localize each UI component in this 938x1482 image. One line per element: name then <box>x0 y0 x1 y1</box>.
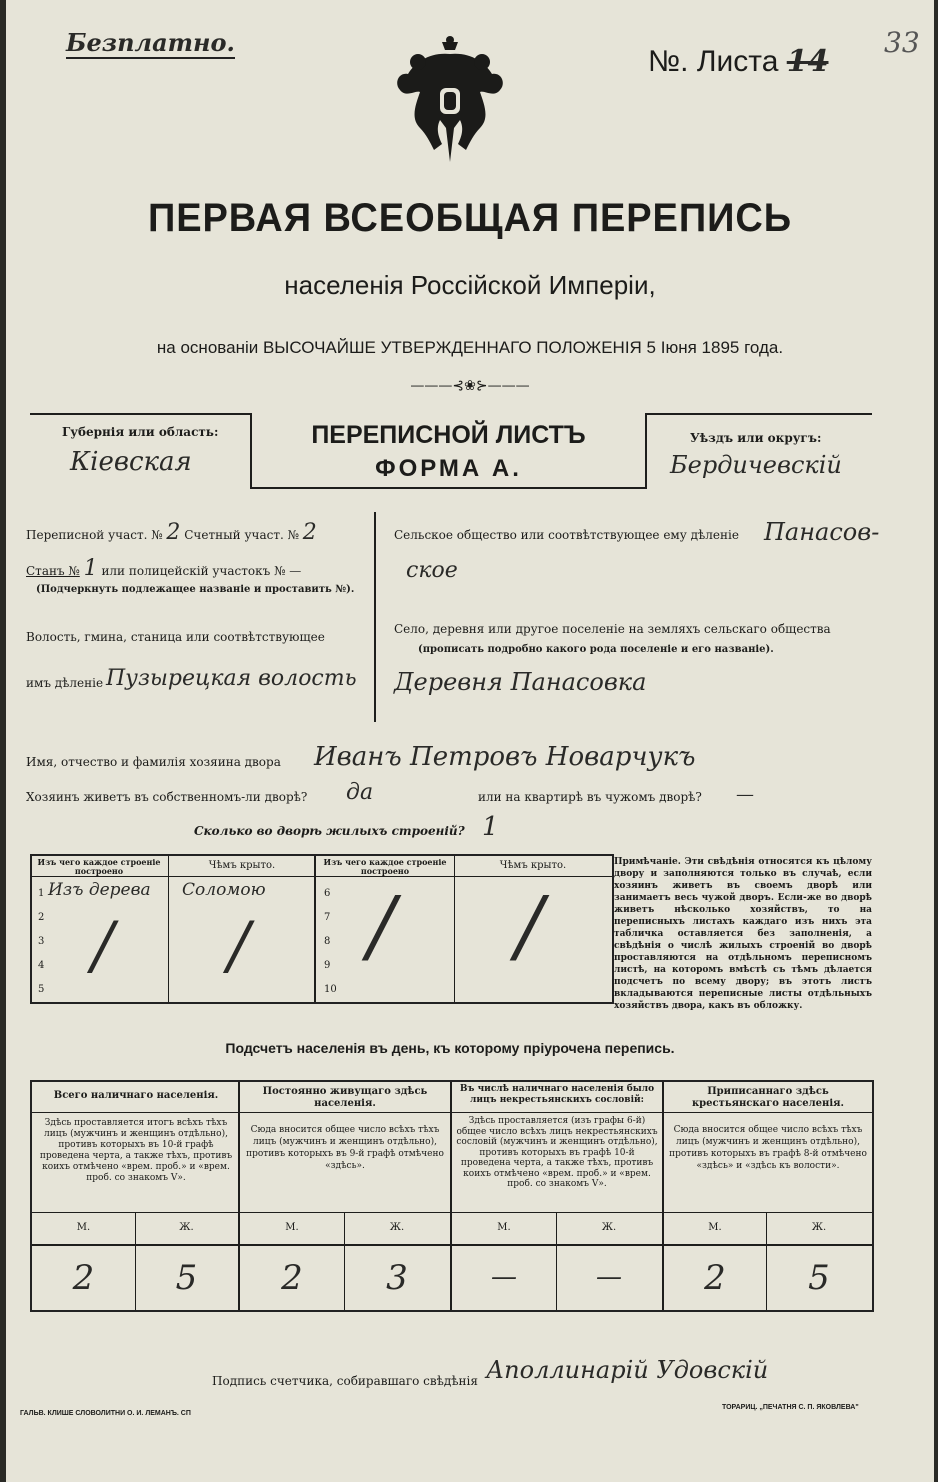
volost-value: Пузырецкая волость <box>106 666 357 691</box>
material-header-left: Изъ чего каждое строеніе построено <box>37 857 161 876</box>
dash-mark: / <box>516 879 543 972</box>
row-number: 1 <box>38 888 45 899</box>
own-yard-label: Хозяинъ живетъ въ собственномъ-ли дворѣ? <box>26 790 308 804</box>
form-title: ПЕРЕПИСНОЙ ЛИСТЪ <box>311 421 586 449</box>
row-number: 10 <box>324 984 337 995</box>
rows-right <box>324 882 337 1002</box>
dash-mark: / <box>228 909 250 983</box>
row1-roof: Соломою <box>182 880 266 900</box>
uchastok-label: Переписной участ. № <box>26 528 163 542</box>
gubernia-value: Кіевская <box>70 447 192 477</box>
pop-col2-desc: Сюда вносится общее число всѣхъ тѣхъ лицъ (мужчинъ и женщинъ отдѣльно), противъ которыхъ въ 9-й графѣ отмѣчено «здѣсь». <box>246 1125 444 1171</box>
pop-value: 2 <box>704 1258 726 1298</box>
archive-number: 33 <box>884 26 920 59</box>
pop-col3-desc: Здѣсь проставляется (изъ графы 6-й) общее число всѣхъ лицъ некрестьянскихъ сословій (мужчинъ и женщинъ отдѣльно), противъ которыхъ въ графѣ 10-й проведена черта, а также тѣхъ, противъ коихъ отмѣчено «врем. проб.» и «врем. проб. со знакомъ V». <box>456 1116 658 1189</box>
volost-label: Волость, гмина, станица или соотвѣтствующее <box>26 630 325 644</box>
population-heading: Подсчетъ населенія въ день, къ которому пріурочена перепись. <box>225 1040 675 1056</box>
material-header-right: Изъ чего каждое строеніе построено <box>323 857 447 876</box>
free-label: Безплатно. <box>66 28 235 57</box>
pop-value: 3 <box>386 1258 408 1298</box>
pop-value: — <box>491 1262 517 1292</box>
pop-value: 2 <box>281 1258 303 1298</box>
dash-mark: / <box>92 909 114 983</box>
buildings-table <box>30 854 614 1004</box>
rent-value: — <box>736 784 754 805</box>
ornament-divider: ———⊰❀⊱——— <box>410 378 530 394</box>
sheet-number-value: 14 <box>786 44 829 79</box>
m-label: М. <box>708 1222 722 1233</box>
form-header <box>30 413 872 489</box>
volost-label-2: имъ дѣленіе <box>26 676 104 690</box>
pop-value: 2 <box>72 1258 95 1298</box>
uchastok-row <box>26 520 366 545</box>
row1-material: Изъ дерева <box>48 880 151 900</box>
pop-col4-desc: Сюда вносится общее число всѣхъ тѣхъ лицъ (мужчинъ и женщинъ отдѣльно), противъ которыхъ въ графѣ 8-й отмѣчено «здѣсь» и «здѣсь къ волости». <box>669 1125 867 1171</box>
village-label: Село, деревня или другое поселеніе на земляхъ сельскаго общества <box>394 622 831 636</box>
f-label: Ж. <box>601 1222 617 1233</box>
signature-value: Аполлинарій Удовскій <box>486 1356 769 1384</box>
society-value: Панасов- <box>764 518 880 546</box>
f-label: Ж. <box>179 1222 194 1233</box>
footer-left: ГАЛЬВ. КЛИШЕ СЛОВОЛИТНИ О. И. ЛЕМАНЪ. СП <box>20 1410 191 1417</box>
stan-value: 1 <box>83 556 98 581</box>
f-label: Ж. <box>389 1222 405 1233</box>
police-value: — <box>289 564 302 578</box>
row-number: 6 <box>324 888 331 899</box>
double-headed-eagle-icon <box>390 32 510 172</box>
gubernia-label: Губернія или область: <box>62 425 219 439</box>
m-label: М. <box>285 1222 299 1233</box>
roof-header-right: Чѣмъ крыто. <box>499 860 567 871</box>
population-table <box>30 1080 874 1312</box>
signature-label: Подпись счетчика, собиравшаго свѣдѣнія <box>212 1374 478 1388</box>
row-number: 2 <box>38 912 45 923</box>
sheet-number-label: №. Листа <box>648 45 779 78</box>
pop-col1-desc: Здѣсь проставляется итогъ всѣхъ тѣхъ лицъ (мужчинъ и женщинъ отдѣльно), противъ которыхъ въ 10-й графѣ проведена черта, а также тѣхъ, противъ коихъ отмѣчено «врем. проб.» и «врем. проб. со знакомъ V». <box>39 1118 233 1183</box>
society-value-2: ское <box>406 558 458 583</box>
row-number: 9 <box>324 960 331 971</box>
row-number: 5 <box>38 984 45 995</box>
page-subtitle: населенія Россійской Имперіи, <box>284 270 656 300</box>
schetny-value: 2 <box>302 520 317 545</box>
legal-basis: на основаніи ВЫСОЧАЙШЕ УТВЕРЖДЕННАГО ПОЛОЖЕНІЯ 5 Іюня 1895 года. <box>156 338 784 357</box>
pop-col1-title: Всего наличнаго населенія. <box>53 1090 219 1101</box>
pop-col3-title: Въ числѣ наличнаго населенія было лицъ некрестьянскихъ сословій: <box>459 1084 655 1105</box>
village-note: (прописать подробно какого рода поселеніе и его названіе). <box>418 644 774 655</box>
census-sheet <box>6 0 934 1482</box>
dash-mark: / <box>368 879 395 972</box>
pop-value: — <box>596 1262 622 1292</box>
owner-name-label: Имя, отчество и фамилія хозяина двора <box>26 755 281 769</box>
village-value: Деревня Панасовка <box>394 668 647 696</box>
owner-name-value: Иванъ Петровъ Новарчукъ <box>314 742 696 772</box>
roof-header-left: Чѣмъ крыто. <box>208 860 276 871</box>
pop-value: 5 <box>175 1258 198 1298</box>
m-label: М. <box>497 1222 511 1233</box>
rows-left <box>38 882 44 1002</box>
own-yard-value: да <box>346 780 374 805</box>
f-label: Ж. <box>811 1222 827 1233</box>
buildings-label: Сколько во дворѣ жилыхъ строеній? <box>194 824 465 838</box>
schetny-label: Счетный участ. № <box>184 528 299 542</box>
rent-label: или на квартирѣ въ чужомъ дворѣ? <box>478 790 702 804</box>
stan-row <box>26 556 366 581</box>
footer-right: ТОРАРИЦ. „ПЕЧАТНЯ С. П. ЯКОВЛЕВА" <box>722 1404 859 1411</box>
underline-note: (Подчеркнуть подлежащее названіе и проставить №). <box>36 584 355 595</box>
buildings-note: Примѣчаніе. Эти свѣдѣнія относятся къ цѣлому двору и заполняются только въ случаѣ, если хозяинъ живетъ въ своемъ дворѣ или занимаетъ весь чужой дворъ. Если-же во дворѣ живетъ нѣсколько хозяйствъ, то на переписныхъ листахъ каждаго изъ нихъ эта табличка оставляется без заполненія, а свѣдѣнія о числѣ жилыхъ строеній во дворѣ проставляются на отдѣльномъ переписномъ листѣ, на которомъ вмѣстѣ съ тѣмъ дѣлается подсчетъ по всему двору; въ этотъ листъ вкладываются переписные листы отдѣльныхъ хозяйствъ двора, какъ въ обложку. <box>614 857 872 1011</box>
row-number: 8 <box>324 936 331 947</box>
stan-label: Станъ № <box>26 564 80 578</box>
m-label: М. <box>76 1222 91 1233</box>
society-label: Сельское общество или соотвѣтствующее ему дѣленіе <box>394 528 739 542</box>
form-subtitle: ФОРМА А. <box>375 455 522 482</box>
pop-col2-title: Постоянно живущаго здѣсь населенія. <box>262 1086 428 1109</box>
pop-col4-title: Приписаннаго здѣсь крестьянскаго населенія. <box>691 1086 845 1109</box>
uchastok-value: 2 <box>166 520 181 545</box>
police-label: или полицейскій участокъ № <box>101 564 286 578</box>
row-number: 7 <box>324 912 331 923</box>
pop-value: 5 <box>808 1258 830 1298</box>
uezd-value: Бердичевскій <box>670 451 842 479</box>
uezd-label: Уѣздъ или округъ: <box>690 431 822 445</box>
buildings-value: 1 <box>482 812 499 842</box>
page-title: ПЕРВАЯ ВСЕОБЩАЯ ПЕРЕПИСЬ <box>147 196 793 240</box>
row-number: 4 <box>38 960 45 971</box>
row-number: 3 <box>38 936 45 947</box>
sheet-number <box>648 44 828 79</box>
